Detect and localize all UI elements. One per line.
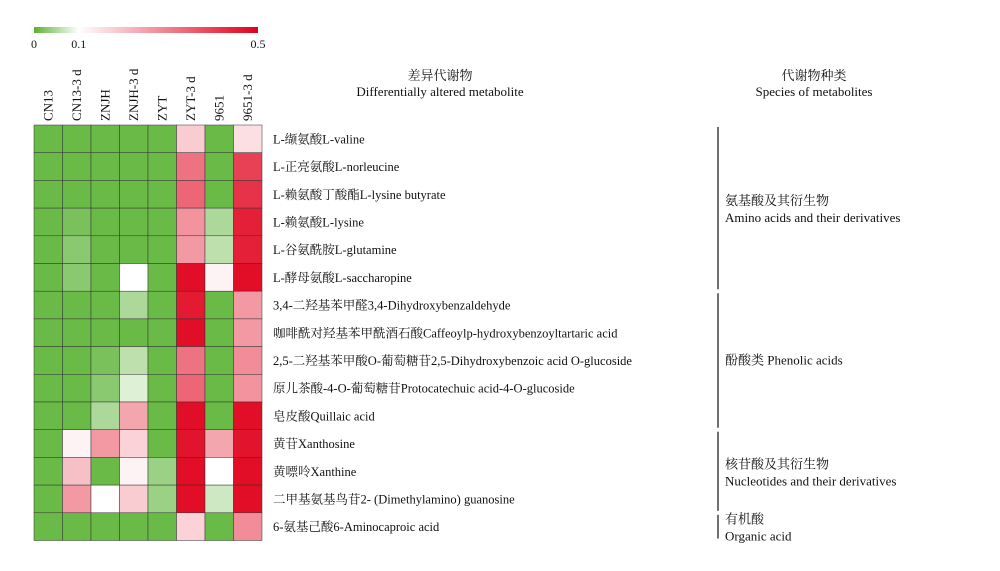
row-label: 黄嘌呤Xanthine bbox=[273, 464, 357, 479]
row-label: 2,5-二羟基苯甲酸O-葡萄糖苷2,5-Dihydroxybenzoic acid O-glucoside bbox=[273, 353, 632, 368]
heatmap-cell bbox=[234, 291, 263, 319]
heatmap-cell bbox=[34, 180, 63, 208]
heatmap-cell bbox=[91, 402, 120, 430]
heatmap-cell bbox=[34, 153, 63, 181]
category-groups bbox=[718, 127, 900, 544]
heatmap-cell bbox=[34, 402, 63, 430]
heatmap-cell bbox=[91, 457, 120, 485]
heatmap-cell bbox=[177, 402, 206, 430]
heatmap-cell bbox=[120, 180, 149, 208]
heatmap-cell bbox=[205, 402, 234, 430]
category-label-cn: 酚酸类 Phenolic acids bbox=[725, 352, 843, 368]
heatmap-cell bbox=[234, 236, 263, 264]
heatmap-cell bbox=[34, 430, 63, 458]
heatmap-cell bbox=[91, 153, 120, 181]
color-legend bbox=[31, 27, 266, 51]
column-label: ZYT-3 d bbox=[182, 76, 198, 121]
heatmap-cell bbox=[234, 485, 263, 513]
heatmap-cell bbox=[91, 319, 120, 347]
heatmap-cell bbox=[120, 125, 149, 153]
category-label-en: Amino acids and their derivatives bbox=[725, 210, 901, 226]
row-label: 皂皮酸Quillaic acid bbox=[273, 409, 375, 424]
heatmap-cell bbox=[120, 208, 149, 236]
heatmap-cell bbox=[120, 319, 149, 347]
metabolite-header-cn: 差异代谢物 bbox=[407, 68, 473, 83]
heatmap-cell bbox=[120, 236, 149, 264]
heatmap-cell bbox=[205, 513, 234, 541]
row-label: 6-氨基己酸6-Aminocaproic acid bbox=[273, 520, 440, 535]
heatmap-cell bbox=[234, 180, 263, 208]
row-label: 3,4-二羟基苯甲醛3,4-Dihydroxybenzaldehyde bbox=[273, 298, 511, 313]
row-label: L-谷氨酰胺L-glutamine bbox=[273, 243, 397, 258]
heatmap-cell bbox=[91, 485, 120, 513]
heatmap-cell bbox=[205, 374, 234, 402]
row-label: 原儿茶酸-4-O-葡萄糖苷Protocatechuic acid-4-O-glucoside bbox=[273, 381, 575, 396]
heatmap-cell bbox=[234, 374, 263, 402]
heatmap-cell bbox=[91, 513, 120, 541]
heatmap-cell bbox=[177, 513, 206, 541]
heatmap-cell bbox=[205, 291, 234, 319]
row-label: L-酵母氨酸L-saccharopine bbox=[273, 270, 412, 285]
heatmap-cell bbox=[205, 153, 234, 181]
chart-header bbox=[356, 68, 872, 99]
heatmap-cell bbox=[63, 180, 92, 208]
heatmap-cell bbox=[120, 291, 149, 319]
heatmap-cell bbox=[91, 180, 120, 208]
heatmap-cell bbox=[63, 485, 92, 513]
heatmap-cell bbox=[148, 291, 177, 319]
heatmap-cell bbox=[34, 125, 63, 153]
heatmap-cell bbox=[34, 374, 63, 402]
heatmap-cell bbox=[148, 402, 177, 430]
category-label-cn: 氨基酸及其衍生物 bbox=[725, 193, 830, 209]
legend-tick-label: 0 bbox=[31, 37, 37, 51]
heatmap-cell bbox=[120, 153, 149, 181]
heatmap-cell bbox=[91, 430, 120, 458]
heatmap-cell bbox=[34, 347, 63, 375]
heatmap-cell bbox=[177, 291, 206, 319]
heatmap-cell bbox=[91, 208, 120, 236]
heatmap-cell bbox=[120, 485, 149, 513]
heatmap-cell bbox=[120, 374, 149, 402]
heatmap-cell bbox=[91, 347, 120, 375]
heatmap-cell bbox=[91, 264, 120, 292]
legend-tick-label: 0.1 bbox=[71, 37, 87, 51]
heatmap-cell bbox=[205, 430, 234, 458]
category-label-cn: 有机酸 bbox=[725, 511, 765, 527]
heatmap-cell bbox=[177, 125, 206, 153]
row-label: 二甲基氨基鸟苷2- (Dimethylamino) guanosine bbox=[273, 492, 515, 507]
heatmap-cell bbox=[63, 319, 92, 347]
column-label: ZYT bbox=[154, 95, 170, 121]
heatmap-cell bbox=[120, 430, 149, 458]
heatmap-cell bbox=[177, 236, 206, 264]
heatmap-cell bbox=[63, 291, 92, 319]
column-label: CN13-3 d bbox=[68, 69, 84, 121]
heatmap-cell bbox=[234, 319, 263, 347]
heatmap-cell bbox=[34, 291, 63, 319]
heatmap-cell bbox=[205, 457, 234, 485]
heatmap-cell bbox=[120, 347, 149, 375]
heatmap-cell bbox=[234, 513, 263, 541]
heatmap-cell bbox=[91, 236, 120, 264]
heatmap-cell bbox=[234, 347, 263, 375]
species-header-en: Species of metabolites bbox=[755, 84, 873, 99]
heatmap-cell bbox=[63, 236, 92, 264]
heatmap-cell bbox=[177, 319, 206, 347]
heatmap-cell bbox=[91, 374, 120, 402]
heatmap-cell bbox=[177, 180, 206, 208]
heatmap-cell bbox=[63, 513, 92, 541]
heatmap-cell bbox=[148, 485, 177, 513]
heatmap-cell bbox=[148, 457, 177, 485]
heatmap-cell bbox=[148, 347, 177, 375]
heatmap-cell bbox=[205, 180, 234, 208]
heatmap-cell bbox=[63, 347, 92, 375]
heatmap-cell bbox=[63, 208, 92, 236]
heatmap-cell bbox=[177, 264, 206, 292]
heatmap-cell bbox=[148, 513, 177, 541]
column-label: CN13 bbox=[40, 89, 56, 121]
column-label: 9651 bbox=[211, 95, 227, 121]
heatmap-cell bbox=[120, 402, 149, 430]
heatmap-cell bbox=[91, 125, 120, 153]
heatmap-cell bbox=[234, 457, 263, 485]
heatmap-cell bbox=[177, 208, 206, 236]
heatmap-cell bbox=[234, 430, 263, 458]
heatmap-cell bbox=[63, 125, 92, 153]
heatmap-cell bbox=[120, 513, 149, 541]
heatmap-cell bbox=[120, 457, 149, 485]
row-label: L-赖氨酸丁酸酯L-lysine butyrate bbox=[273, 187, 446, 202]
row-label: L-正亮氨酸L-norleucine bbox=[273, 160, 400, 175]
heatmap-cell bbox=[34, 485, 63, 513]
row-label: 黄苷Xanthosine bbox=[273, 437, 355, 452]
heatmap-cell bbox=[120, 264, 149, 292]
heatmap-cell bbox=[34, 236, 63, 264]
heatmap-cell bbox=[148, 374, 177, 402]
row-label: L-赖氨酸L-lysine bbox=[273, 215, 364, 230]
heatmap-cell bbox=[205, 319, 234, 347]
metabolite-header-en: Differentially altered metabolite bbox=[356, 84, 524, 99]
category-label-en: Nucleotides and their derivatives bbox=[725, 473, 897, 489]
column-label: 9651-3 d bbox=[239, 74, 255, 121]
category-label-cn: 核苷酸及其衍生物 bbox=[725, 456, 830, 472]
heatmap-cell bbox=[205, 125, 234, 153]
heatmap-cell bbox=[63, 430, 92, 458]
heatmap-cell bbox=[177, 457, 206, 485]
heatmap-cell bbox=[177, 430, 206, 458]
heatmap-cell bbox=[91, 291, 120, 319]
heatmap-cell bbox=[34, 264, 63, 292]
heatmap-cell bbox=[148, 264, 177, 292]
heatmap-cell bbox=[148, 153, 177, 181]
heatmap-cell bbox=[177, 485, 206, 513]
species-header-cn: 代谢物种类 bbox=[781, 68, 847, 83]
heatmap-cell bbox=[177, 153, 206, 181]
row-labels bbox=[273, 131, 632, 534]
heatmap-cell bbox=[148, 319, 177, 347]
column-label: ZNJH bbox=[97, 89, 113, 121]
heatmap-cell bbox=[148, 430, 177, 458]
heatmap-cell bbox=[205, 347, 234, 375]
heatmap-cell bbox=[34, 319, 63, 347]
heatmap-cell bbox=[148, 180, 177, 208]
heatmap-cell bbox=[63, 374, 92, 402]
heatmap-cell bbox=[63, 153, 92, 181]
heatmap-cell bbox=[34, 513, 63, 541]
heatmap-cell bbox=[148, 208, 177, 236]
heatmap-cell bbox=[234, 264, 263, 292]
heatmap-cell bbox=[234, 125, 263, 153]
heatmap-cell bbox=[63, 402, 92, 430]
heatmap-cell bbox=[148, 125, 177, 153]
heatmap-cell bbox=[205, 485, 234, 513]
heatmap-cells bbox=[34, 125, 262, 541]
heatmap-cell bbox=[234, 208, 263, 236]
heatmap-cell bbox=[148, 236, 177, 264]
heatmap-cell bbox=[234, 153, 263, 181]
column-labels bbox=[40, 68, 255, 121]
heatmap-cell bbox=[234, 402, 263, 430]
heatmap-cell bbox=[63, 264, 92, 292]
row-label: 咖啡酰对羟基苯甲酰酒石酸Caffeoylp-hydroxybenzoyltartaric acid bbox=[273, 326, 618, 341]
heatmap-cell bbox=[34, 457, 63, 485]
heatmap-cell bbox=[63, 457, 92, 485]
category-label-en: Organic acid bbox=[725, 528, 792, 544]
legend-gradient-bar bbox=[34, 27, 258, 33]
heatmap-cell bbox=[205, 264, 234, 292]
legend-tick-label: 0.5 bbox=[250, 37, 266, 51]
heatmap-cell bbox=[34, 208, 63, 236]
row-label: L-缬氨酸L-valine bbox=[273, 132, 365, 147]
heatmap-cell bbox=[177, 374, 206, 402]
column-label: ZNJH-3 d bbox=[125, 68, 141, 121]
heatmap-cell bbox=[177, 347, 206, 375]
heatmap-cell bbox=[205, 208, 234, 236]
heatmap-cell bbox=[205, 236, 234, 264]
